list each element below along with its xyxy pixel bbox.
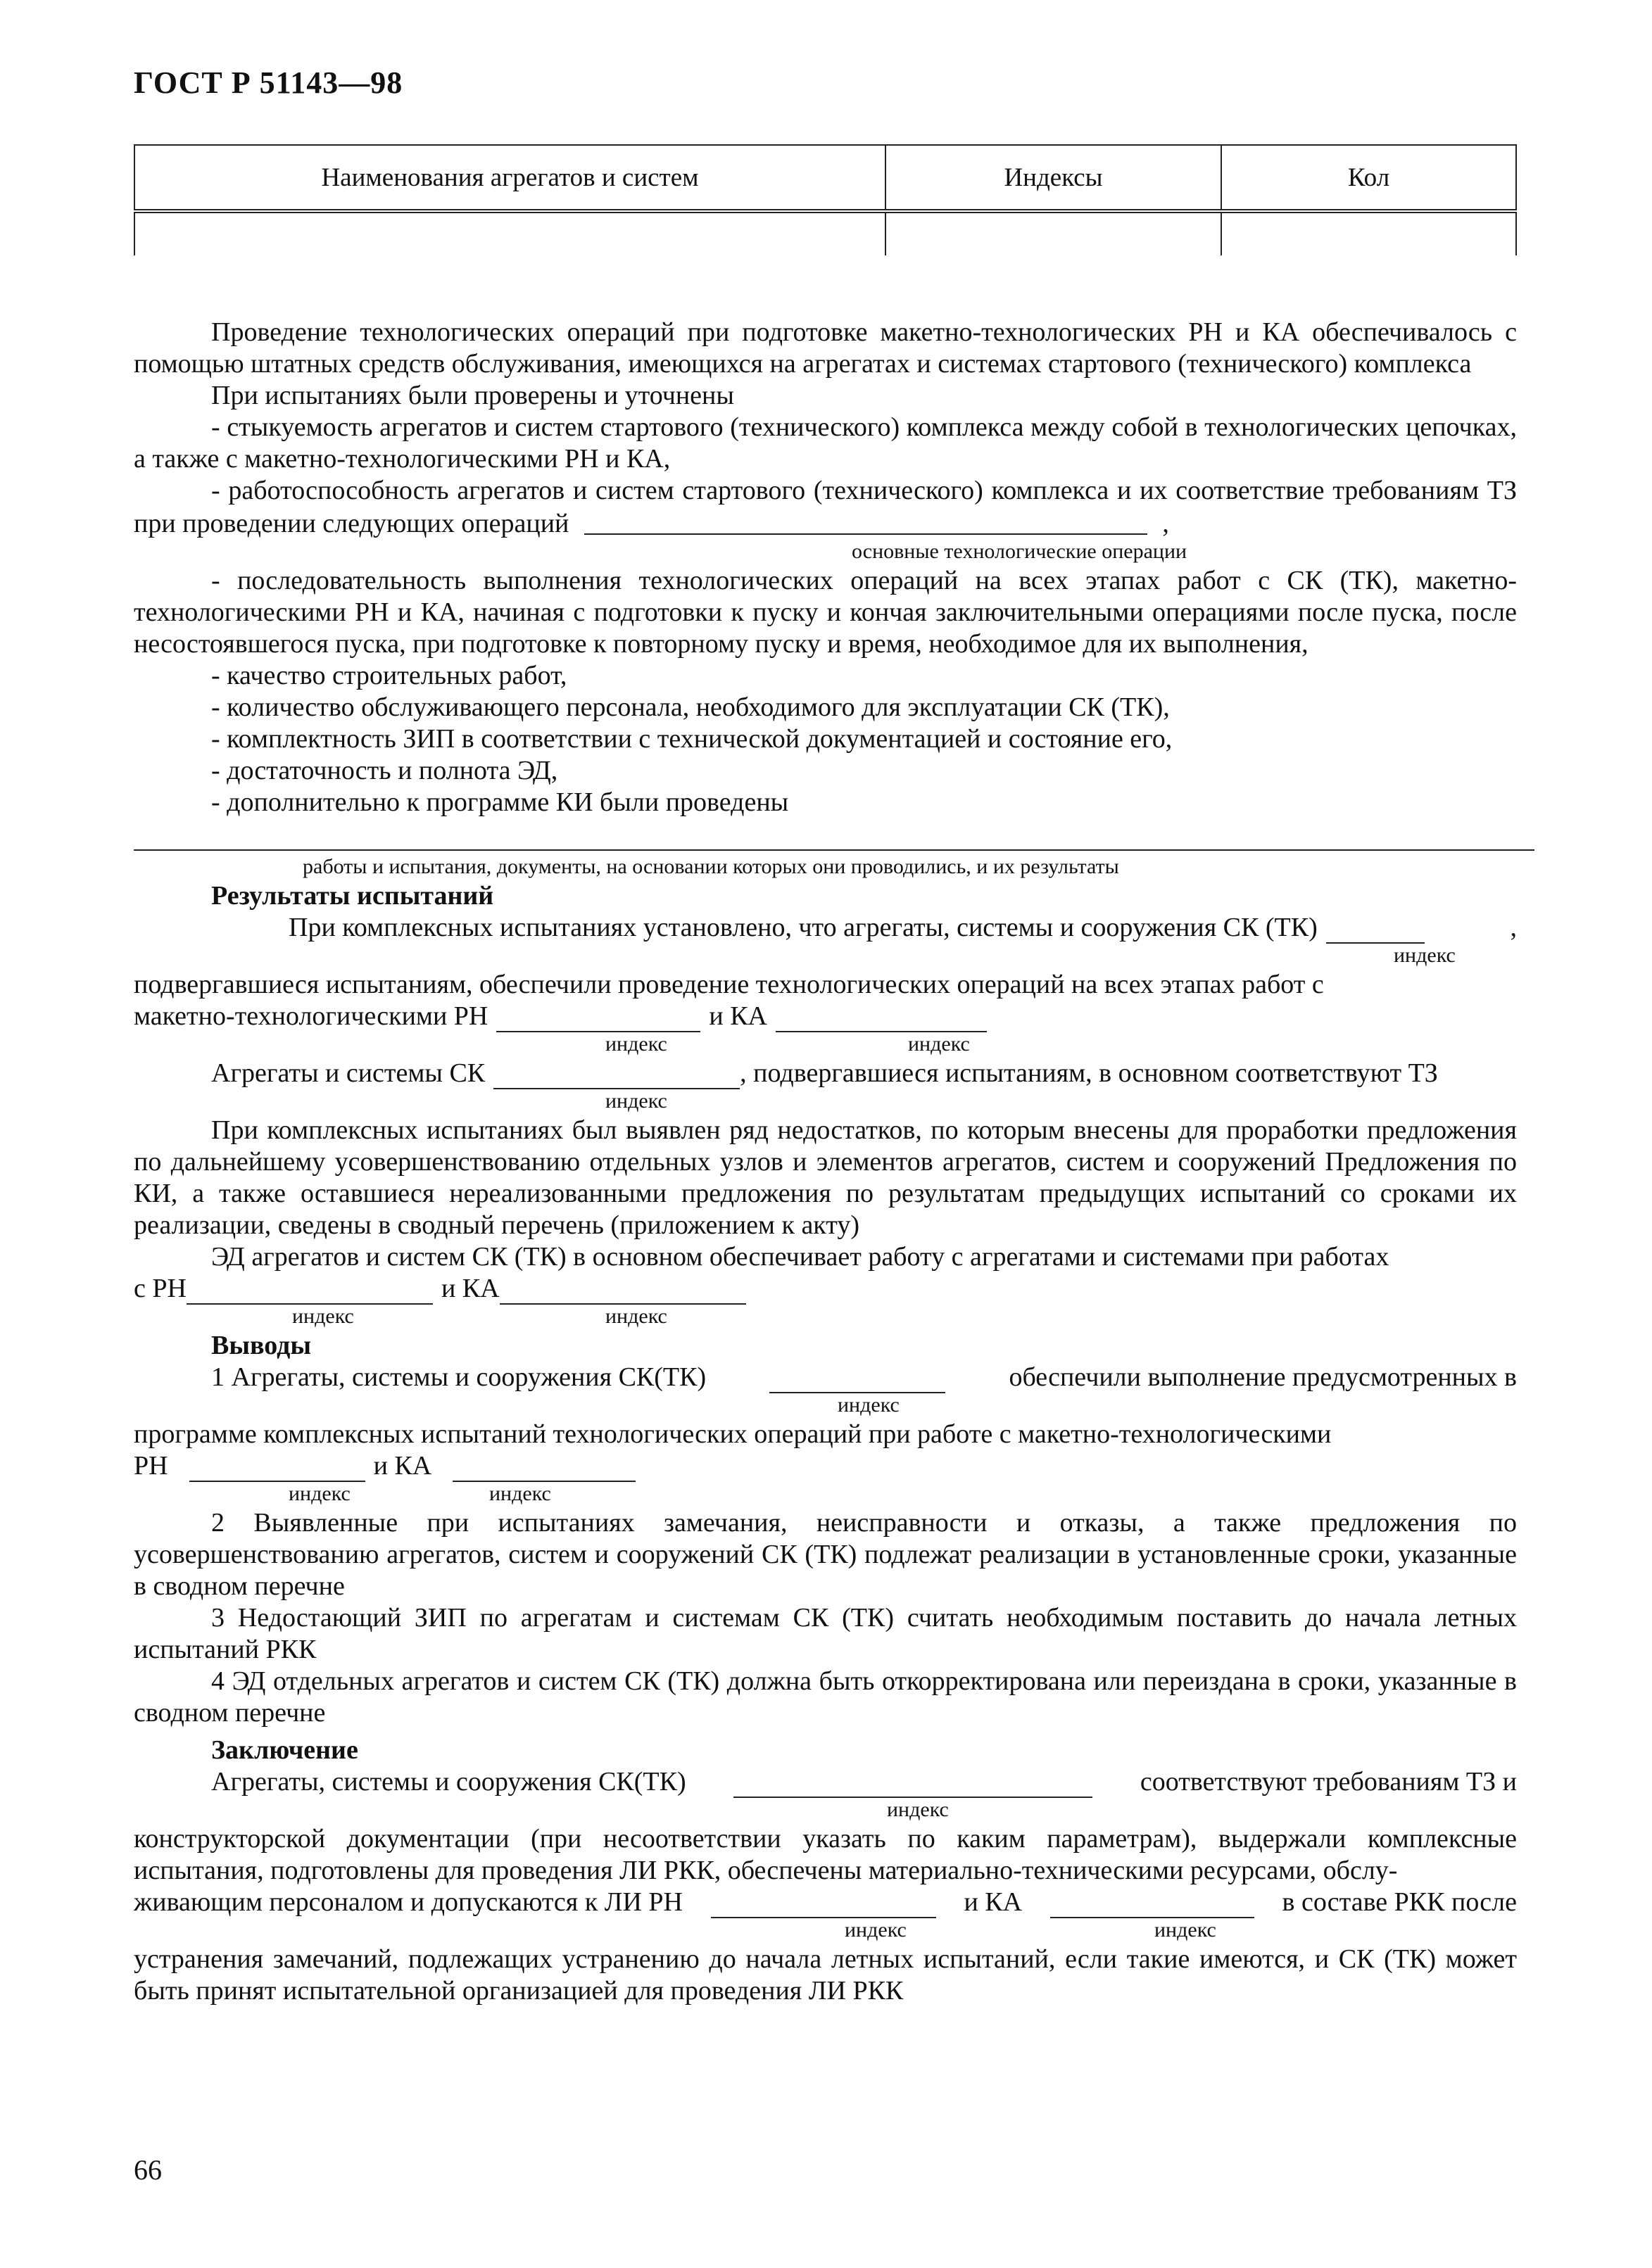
paragraph: программе комплексных испытаний технологических операций при работе с макетно-технологическими	[134, 1419, 1332, 1449]
fill-in-blank	[187, 1276, 433, 1305]
list-item: - комплектность ЗИП в соответствии с технической документацией и состояние его,	[211, 724, 1173, 754]
line-text: в составе РКК после	[1282, 1887, 1517, 1917]
fill-in-blank	[500, 1276, 746, 1305]
fill-in-blank	[1050, 1890, 1254, 1918]
paragraph: устранения замечаний, подлежащих устранению до начала летных испытаний, если такие имеются, и СК (ТК) может быть принят испытательной организацией для проведения ЛИ РКК	[134, 1944, 1517, 2006]
line-text: макетно-технологическими РН	[134, 1001, 488, 1031]
text-line	[134, 912, 1517, 944]
table-header-names: Наименования агрегатов и систем	[134, 145, 885, 211]
paragraph: ЭД агрегатов и систем СК (ТК) в основном обеспечивает работу с агрегатами и системами при работах	[211, 1242, 1389, 1272]
paragraph: При испытаниях были проверены и уточнены	[211, 381, 734, 410]
caption-row	[134, 944, 1517, 969]
blank-caption: индекс	[605, 1305, 667, 1328]
paragraph: Проведение технологических операций при подготовке макетно-технологических РН и КА обеспечивалось с помощью штатных средств обслуживания, имеющихся на агрегатах и системах стартового (технического) комплекса	[134, 317, 1517, 379]
line-text: с РН	[134, 1274, 187, 1303]
blank-caption: индекс	[605, 1089, 667, 1113]
line-text: и КА	[441, 1274, 500, 1303]
line-text: РН	[134, 1451, 168, 1481]
blank-caption: основные технологические операции	[852, 540, 1187, 563]
blank-caption: индекс	[887, 1798, 949, 1821]
line-text: При комплексных испытаниях установлено, что агрегаты, системы и сооружения СК (ТК)	[289, 913, 1318, 942]
line-text: и КА	[373, 1451, 432, 1481]
paragraph: подвергавшиеся испытаниям, обеспечили проведение технологических операций на всех этапах работ с	[134, 970, 1324, 999]
blank-caption: индекс	[908, 1032, 970, 1056]
line-text: обеспечили выполнение предусмотренных в	[1009, 1362, 1517, 1392]
fill-in-blank	[769, 1365, 945, 1393]
text-line	[134, 1058, 1517, 1089]
paragraph: 3 Недостающий ЗИП по агрегатам и системам СК (ТК) считать необходимым поставить до начала летных испытаний РКК	[134, 1603, 1517, 1664]
blank-caption: индекс	[1154, 1918, 1216, 1941]
line-text: Агрегаты, системы и сооружения СК(ТК)	[211, 1767, 686, 1797]
line-caption: работы и испытания, документы, на основании которых они проводились, и их результаты	[303, 855, 1119, 878]
paragraph: При комплексных испытаниях был выявлен ряд недостатков, по которым внесены для проработки предложения по дальнейшему усовершенствованию отдельных узлов и элементов агрегатов, систем и сооружений Предложения по КИ, а также оставшиеся нереализованными предложения по результатам предыдущих испытаний со сроками их реализации, сведены в сводный перечень (приложением к акту)	[134, 1115, 1517, 1240]
list-item: - количество обслуживающего персонала, необходимого для эксплуатации СК (ТК),	[211, 692, 1170, 722]
fill-in-blank	[776, 1004, 987, 1032]
line-text: Агрегаты и системы СК	[211, 1058, 486, 1088]
document-body	[134, 317, 1517, 2007]
line-text: 1 Агрегаты, системы и сооружения СК(ТК)	[211, 1362, 707, 1392]
list-item: - последовательность выполнения технологических операций на всех этапах работ с СК (ТК), макетно-технологическими РН и КА, начиная с подготовки к пуску и кончая заключительными операциями после пуска, после несостоявшегося пуска, при подготовке к повторному пуску и время, необходимое для их выполнения,	[134, 566, 1517, 659]
section-heading-results: Результаты испытаний	[211, 881, 494, 911]
line-text: соответствуют требованиям ТЗ и	[1140, 1767, 1517, 1797]
caption-row	[134, 1305, 1517, 1330]
line-text: живающим персоналом и допускаются к ЛИ РН	[134, 1887, 683, 1917]
fill-in-blank	[711, 1890, 936, 1918]
paragraph: 2 Выявленные при испытаниях замечания, неисправности и отказы, а также предложения по усовершенствованию агрегатов, систем и сооружений СК (ТК) подлежат реализации в установленные сроки, указанные в сводном перечне	[134, 1508, 1517, 1601]
blank-caption: индекс	[1394, 944, 1456, 967]
caption-row	[134, 1798, 1517, 1823]
punctuation: ,	[1162, 509, 1169, 538]
list-item: - стыкуемость агрегатов и систем стартового (технического) комплекса между собой в технологических цепочках, а также с макетно-технологическими РН и КА,	[134, 412, 1517, 474]
caption-row	[134, 1089, 1517, 1115]
caption-row	[134, 1918, 1517, 1944]
table-cell	[134, 211, 885, 255]
fill-in-blank	[733, 1770, 1092, 1798]
fill-in-blank	[493, 1061, 740, 1089]
blank-caption: индекс	[292, 1305, 354, 1328]
section-heading-final: Заключение	[211, 1735, 358, 1765]
list-item: - дополнительно к программе КИ были проведены	[211, 787, 789, 817]
list-item: - достаточность и полнота ЭД,	[211, 756, 558, 785]
table-cell	[885, 211, 1221, 255]
text-line	[134, 1766, 1517, 1798]
text-line	[134, 1273, 1517, 1305]
list-item-text: - работоспособность агрегатов и систем стартового (технического) комплекса и их соответствие требованиям ТЗ при проведении следующих операций	[134, 476, 1517, 538]
caption-row	[134, 540, 1517, 565]
fill-in-blank	[189, 1454, 365, 1482]
line-text: и КА	[964, 1887, 1023, 1917]
units-table	[134, 144, 1517, 255]
blank-caption: индекс	[605, 1032, 667, 1056]
list-item	[134, 475, 1517, 540]
blank-caption: индекс	[489, 1482, 551, 1505]
line-text: , подвергавшиеся испытаниям, в основном соответствуют ТЗ	[740, 1058, 1438, 1088]
document-header: ГОСТ Р 51143—98	[134, 65, 403, 100]
text-line	[134, 1362, 1517, 1393]
line-text: и КА	[709, 1001, 767, 1031]
table-header-indices: Индексы	[885, 145, 1221, 211]
fill-in-blank	[496, 1004, 700, 1032]
caption-row	[134, 1482, 1517, 1507]
text-line	[134, 1887, 1517, 1918]
blank-caption: индекс	[289, 1482, 351, 1505]
section-heading-conclusions: Выводы	[211, 1331, 312, 1360]
caption-row	[134, 1032, 1517, 1058]
paragraph: конструкторской документации (при несоответствии указать по каким параметрам), выдержали комплексные испытания, подготовлены для проведения ЛИ РКК, обеспечены материально-техническими ресурсами, обслу-	[134, 1824, 1517, 1885]
fill-in-blank	[1326, 916, 1425, 944]
list-item: - качество строительных работ,	[211, 661, 567, 690]
paragraph: 4 ЭД отдельных агрегатов и систем СК (ТК) должна быть откорректирована или переиздана в сроки, указанные в сводном перечне	[134, 1666, 1517, 1728]
caption-row	[134, 851, 1517, 876]
text-line	[134, 1001, 1517, 1032]
table-cell	[1221, 211, 1516, 255]
caption-row	[134, 1393, 1517, 1419]
blank-caption: индекс	[838, 1393, 900, 1417]
fill-in-blank	[584, 507, 1147, 535]
punctuation: ,	[1510, 913, 1517, 942]
fill-in-blank	[453, 1454, 636, 1482]
page-number: 66	[134, 2154, 162, 2186]
blank-caption: индекс	[845, 1918, 907, 1941]
table-header-count: Кол	[1221, 145, 1516, 211]
text-line	[134, 1450, 1517, 1482]
